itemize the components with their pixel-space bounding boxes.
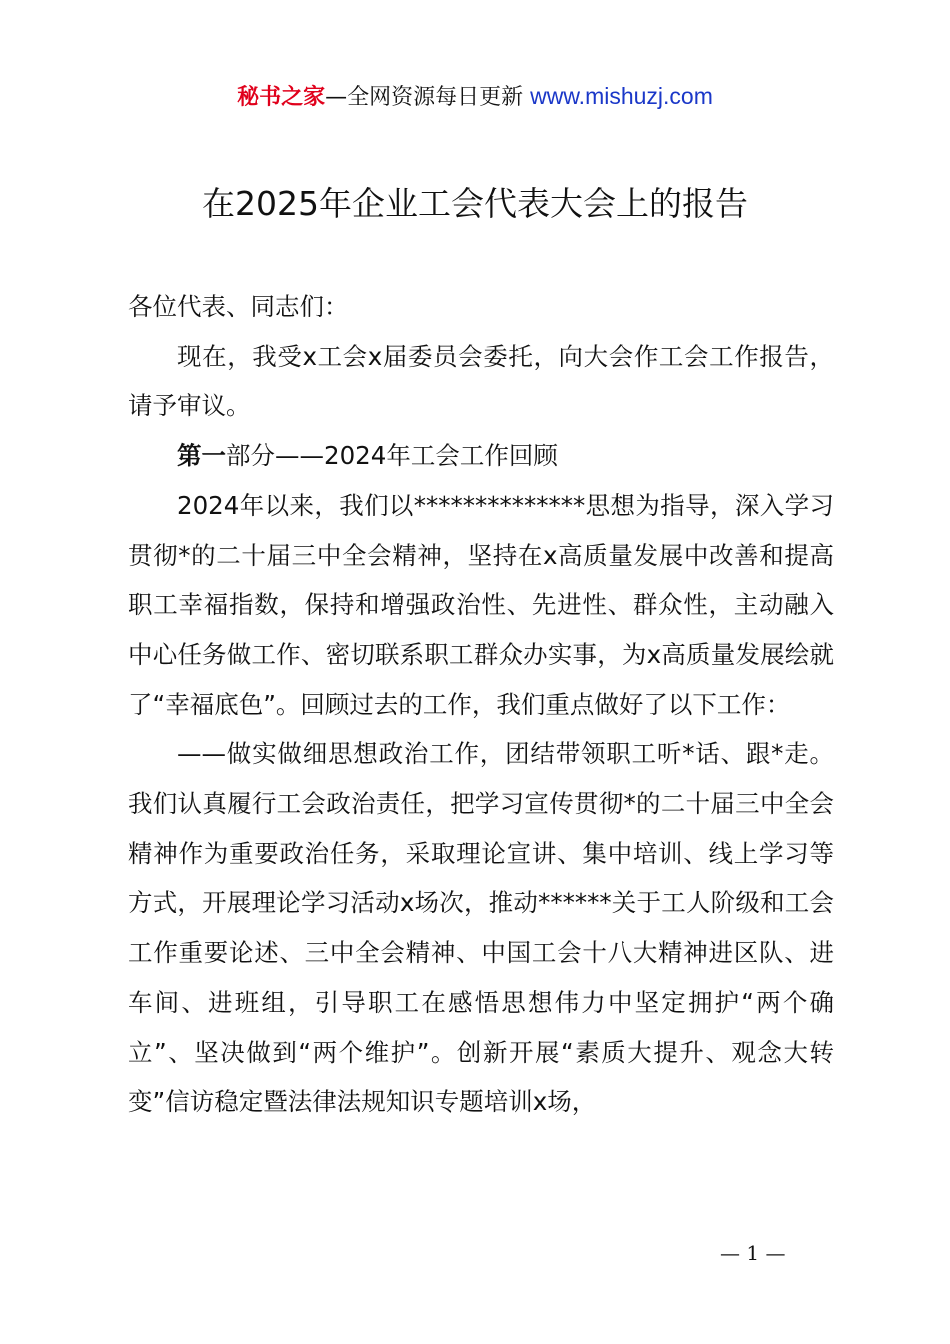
section-heading-rest: 部分——2024年工会工作回顾 (226, 441, 558, 471)
document-title: 在2025年企业工会代表大会上的报告 (202, 184, 748, 223)
salutation: 各位代表、同志们： (128, 292, 349, 321)
section-heading (128, 431, 834, 481)
body-paragraph-1: 2024年以来，我们以**************思想为指导，深入学习贯彻*的二十届三中全会精神，坚持在x高质量发展中改善和提高职工幸福指数，保持和增强政治性、先进性、群众性，主动融入中心任务做工作、密切联系职工群众办实事，为x高质量发展绘就了“幸福底色”。回顾过去的工作，我们重点做好了以下工作： (128, 490, 834, 719)
site-banner (0, 80, 950, 114)
section-heading-bold: 第一 (177, 441, 226, 471)
document-body (128, 282, 834, 1127)
banner-url[interactable]: www.mishuzj.com (530, 83, 713, 109)
banner-brand: 秘书之家 (237, 85, 326, 110)
banner-slogan: —全网资源每日更新 (325, 85, 531, 110)
intro-paragraph: 现在，我受x工会x届委员会委托，向大会作工会工作报告，请予审议。 (128, 341, 834, 421)
page-number: — 1 — (720, 1241, 786, 1265)
body-paragraph-2: ——做实做细思想政治工作，团结带领职工听*话、跟*走。我们认真履行工会政治责任，把学习宣传贯彻*的二十届三中全会精神作为重要政治任务，采取理论宣讲、集中培训、线上学习等方式，开展理论学习活动x场次，推动******关于工人阶级和工会工作重要论述、三中全会精神、中国工会十八大精神进区队、进车间、进班组，引导职工在感悟思想伟力中坚定拥护“两个确立”、坚决做到“两个维护”。创新开展“素质大提升、观念大转变”信访稳定暨法律法规知识专题培训x场， (128, 739, 834, 1117)
